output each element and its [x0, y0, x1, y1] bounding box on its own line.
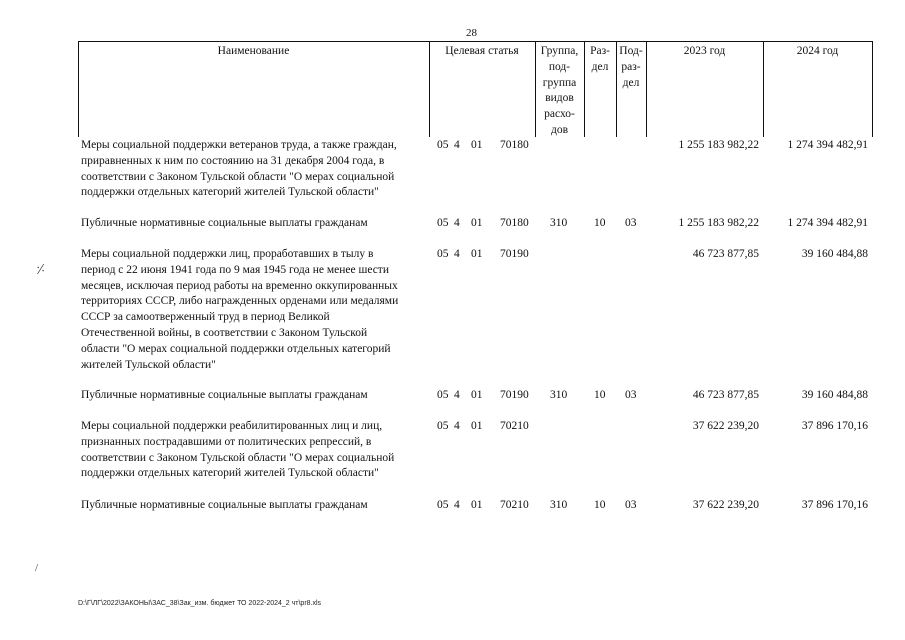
target-subprogram: 4	[454, 499, 460, 511]
header-group-line: видов	[545, 92, 574, 105]
target-main-event: 01	[471, 499, 483, 511]
target-direction: 70180	[500, 217, 529, 229]
target-main-event: 01	[471, 420, 483, 432]
expense-group: 310	[550, 389, 568, 401]
podrazdel: 03	[625, 217, 637, 229]
name-line: Публичные нормативные социальные выплаты гражданам	[81, 389, 368, 401]
target-main-event: 01	[471, 139, 483, 151]
table-top-border	[78, 41, 873, 42]
name-line: области "О мерах социальной поддержки отдельных категорий	[81, 342, 391, 355]
amount-2024: 37 896 170,16	[801, 420, 868, 432]
amount-2024: 1 274 394 482,91	[787, 139, 868, 151]
name-line: жителей Тульской области"	[81, 358, 216, 371]
target-direction: 70210	[500, 420, 529, 432]
header-group-line: дов	[550, 123, 569, 136]
amount-2024: 1 274 394 482,91	[787, 217, 868, 229]
podrazdel: 03	[625, 389, 637, 401]
razdel: 10	[594, 499, 606, 511]
target-program: 05	[437, 499, 449, 511]
target-subprogram: 4	[454, 217, 460, 229]
name-line: признанных пострадавшими от политических репрессий, в	[81, 435, 372, 448]
razdel: 10	[594, 389, 606, 401]
table-header	[78, 41, 873, 137]
name-line: Публичные нормативные социальные выплаты гражданам	[81, 499, 368, 511]
podrazdel: 03	[625, 499, 637, 511]
header-razdel	[584, 44, 616, 76]
expense-group: 310	[550, 499, 568, 511]
target-program: 05	[437, 217, 449, 229]
row-name	[81, 247, 431, 373]
amount-2023: 46 723 877,85	[692, 389, 759, 401]
name-line: месяцев, исключая период работы на временно оккупированных	[81, 279, 398, 292]
razdel: 10	[594, 217, 606, 229]
amount-2023: 46 723 877,85	[692, 248, 759, 260]
name-line: период с 22 июня 1941 года по 9 мая 1945 года не менее шести	[81, 263, 389, 276]
row-name	[81, 388, 431, 404]
header-group-line: группа	[542, 76, 577, 89]
handwritten-margin-mark: /	[35, 562, 39, 574]
name-line: Меры социальной поддержки лиц, проработавших в тылу в	[81, 248, 374, 260]
row-name	[81, 498, 431, 514]
header-group	[535, 44, 584, 139]
expense-group: 310	[550, 217, 568, 229]
row-name	[81, 216, 431, 232]
name-line: соответствии с Законом Тульской области "О мерах социальной	[81, 451, 395, 464]
name-line: территориях СССР, либо награжденных орденами или медалями	[81, 295, 399, 308]
handwritten-margin-mark: ⸓	[36, 263, 46, 278]
header-group-line: Группа,	[540, 45, 579, 57]
name-line: Публичные нормативные социальные выплаты гражданам	[81, 217, 368, 229]
header-podrazdel	[616, 44, 646, 91]
header-razdel-line: дел	[591, 60, 609, 73]
header-podrazdel-line: дел	[622, 76, 640, 89]
amount-2023: 37 622 239,20	[692, 420, 759, 432]
page-number: 28	[466, 27, 477, 39]
target-direction: 70180	[500, 139, 529, 151]
target-direction: 70210	[500, 499, 529, 511]
header-divider	[872, 41, 873, 137]
amount-2024: 39 160 484,88	[801, 248, 868, 260]
target-subprogram: 4	[454, 389, 460, 401]
name-line: приравненных к ним по состоянию на 31 декабря 2004 года, в	[81, 154, 385, 167]
target-main-event: 01	[471, 248, 483, 260]
header-name: Наименование	[217, 45, 290, 57]
name-line: Меры социальной поддержки ветеранов труда, а также граждан,	[81, 139, 397, 151]
header-group-line: под-	[548, 60, 571, 73]
name-line: поддержки отдельных категорий жителей Тульской области"	[81, 467, 379, 480]
header-year-2024: 2024 год	[796, 45, 839, 57]
header-year-2023: 2023 год	[683, 45, 726, 57]
header-target: Целевая статья	[445, 45, 519, 57]
target-main-event: 01	[471, 217, 483, 229]
amount-2023: 37 622 239,20	[692, 499, 759, 511]
target-subprogram: 4	[454, 248, 460, 260]
amount-2024: 39 160 484,88	[801, 389, 868, 401]
amount-2023: 1 255 183 982,22	[678, 139, 759, 151]
file-path-footer: D:\Г\ЛГ\2022\ЗАКОНЫ\ЗАС_38\Зак_изм. бюджет ТО 2022-2024_2 чт\pr8.xls	[78, 600, 322, 607]
target-program: 05	[437, 248, 449, 260]
amount-2024: 37 896 170,16	[801, 499, 868, 511]
target-main-event: 01	[471, 389, 483, 401]
target-program: 05	[437, 139, 449, 151]
name-line: поддержки отдельных категорий жителей Тульской области"	[81, 186, 379, 199]
header-group-line: расхо-	[544, 108, 575, 121]
target-program: 05	[437, 420, 449, 432]
target-direction: 70190	[500, 248, 529, 260]
header-podrazdel-line: раз-	[621, 60, 641, 73]
name-line: соответствии с Законом Тульской области "О мерах социальной	[81, 170, 395, 183]
header-razdel-line: Раз-	[590, 45, 610, 57]
target-subprogram: 4	[454, 420, 460, 432]
name-line: Отечественной войны, в соответствии с Законом Тульской	[81, 326, 368, 339]
target-subprogram: 4	[454, 139, 460, 151]
row-name	[81, 138, 431, 201]
name-line: Меры социальной поддержки реабилитированных лиц и лиц,	[81, 420, 383, 432]
name-line: СССР за самоотверженный труд в период Великой	[81, 311, 330, 324]
header-podrazdel-line: Под-	[619, 45, 643, 57]
amount-2023: 1 255 183 982,22	[678, 217, 759, 229]
target-program: 05	[437, 389, 449, 401]
row-name	[81, 419, 431, 482]
target-direction: 70190	[500, 389, 529, 401]
